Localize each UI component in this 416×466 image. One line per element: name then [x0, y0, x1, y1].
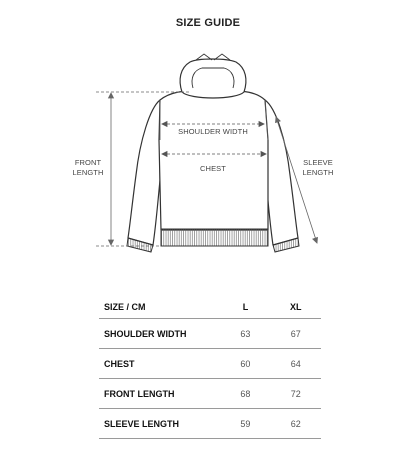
sleeve-length-label: SLEEVE LENGTH — [302, 158, 334, 177]
table-header-size: L — [242, 302, 249, 312]
row-value: 60 — [240, 358, 251, 369]
row-value: 62 — [290, 418, 301, 429]
shoulder-width-label: SHOULDER WIDTH — [178, 127, 248, 136]
page-title: SIZE GUIDE — [175, 17, 241, 29]
size-table — [99, 296, 321, 439]
front-length-label: FRONT LENGTH — [72, 158, 104, 177]
row-value: 64 — [290, 358, 301, 369]
row-label: FRONT LENGTH — [104, 388, 175, 399]
row-value: 68 — [240, 388, 251, 399]
row-label: SHOULDER WIDTH — [104, 328, 187, 339]
table-row — [99, 319, 321, 349]
table-row — [99, 409, 321, 439]
table-row — [99, 349, 321, 379]
chest-label: CHEST — [200, 164, 226, 173]
row-value: 72 — [290, 388, 301, 399]
table-header-size: XL — [290, 302, 302, 312]
hoodie-outline — [128, 59, 298, 245]
table-header-row — [99, 296, 321, 319]
table-header-label: SIZE / CM — [104, 302, 146, 312]
row-value: 67 — [290, 328, 301, 339]
table-row — [99, 379, 321, 409]
row-label: CHEST — [104, 358, 135, 369]
row-label: SLEEVE LENGTH — [104, 418, 180, 429]
row-value: 59 — [240, 418, 251, 429]
row-value: 63 — [240, 328, 251, 339]
